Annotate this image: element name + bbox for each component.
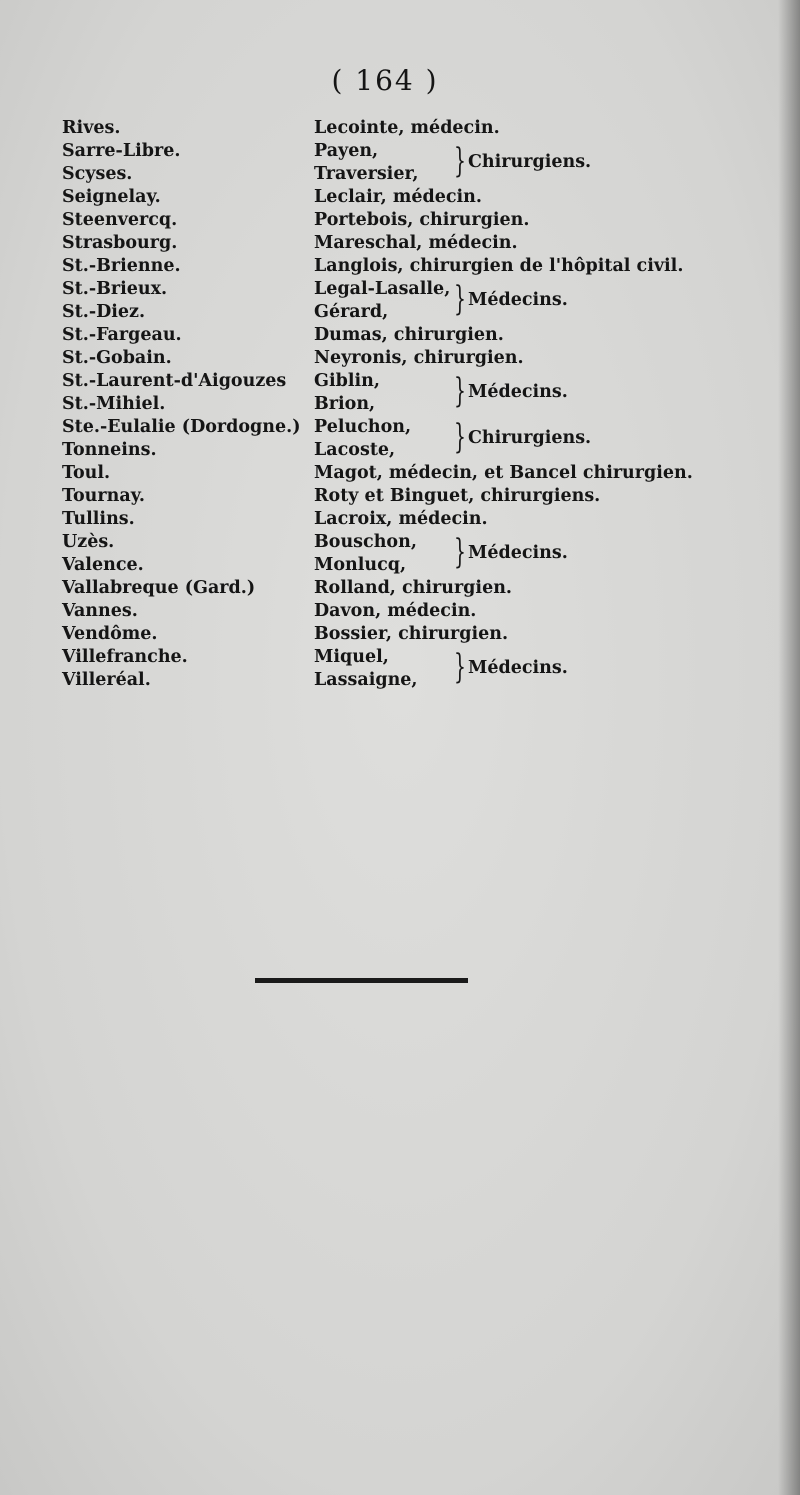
- place-name: St.-Fargeau.: [62, 325, 182, 345]
- group-label: Médecins.: [468, 290, 568, 310]
- list-item: [62, 393, 762, 416]
- place-name: St.-Brieux.: [62, 279, 168, 299]
- group-label: Médecins.: [468, 543, 568, 563]
- practitioner: Portebois, chirurgien.: [314, 210, 530, 230]
- place-name: Uzès.: [62, 532, 115, 552]
- place-name: Valence.: [62, 555, 144, 575]
- practitioner: Davon, médecin.: [314, 601, 477, 621]
- brace-icon: }: [454, 417, 466, 457]
- group-label: Médecins.: [468, 382, 568, 402]
- place-name: Tonneins.: [62, 440, 157, 460]
- practitioner: Neyronis, chirurgien.: [314, 348, 524, 368]
- entry-list: [62, 117, 762, 692]
- place-name: Rives.: [62, 118, 121, 138]
- brace-icon: }: [454, 371, 466, 411]
- practitioner: Lacoste,: [314, 440, 396, 460]
- practitioner: Rolland, chirurgien.: [314, 578, 513, 598]
- practitioner: Traversier,: [314, 164, 419, 184]
- place-name: St.-Mihiel.: [62, 394, 166, 414]
- practitioner: Mareschal, médecin.: [314, 233, 518, 253]
- place-name: Vendôme.: [62, 624, 158, 644]
- practitioner: Legal-Lasalle,: [314, 279, 451, 299]
- list-item: [62, 209, 762, 232]
- list-item: [62, 163, 762, 186]
- practitioner: Dumas, chirurgien.: [314, 325, 504, 345]
- practitioner: Monlucq,: [314, 555, 407, 575]
- place-name: Sarre-Libre.: [62, 141, 181, 161]
- group-label: Chirurgiens.: [468, 152, 592, 172]
- group-label: Chirurgiens.: [468, 428, 592, 448]
- page-edge-shadow: [778, 0, 800, 1495]
- group-label: Médecins.: [468, 658, 568, 678]
- list-item: [62, 439, 762, 462]
- practitioner: Giblin,: [314, 371, 380, 391]
- practitioner: Bouschon,: [314, 532, 417, 552]
- list-item: [62, 485, 762, 508]
- list-item: [62, 669, 762, 692]
- list-item: [62, 301, 762, 324]
- list-item: [62, 232, 762, 255]
- place-name: Vannes.: [62, 601, 138, 621]
- place-name: Villefranche.: [62, 647, 188, 667]
- place-name: Tullins.: [62, 509, 135, 529]
- list-item: [62, 623, 762, 646]
- place-name: Strasbourg.: [62, 233, 178, 253]
- practitioner: Magot, médecin, et Bancel chirurgien.: [314, 463, 693, 483]
- practitioner: Peluchon,: [314, 417, 412, 437]
- list-item: [62, 347, 762, 370]
- list-item: [62, 117, 762, 140]
- list-item: [62, 508, 762, 531]
- practitioner: Miquel,: [314, 647, 389, 667]
- practitioner: Lacroix, médecin.: [314, 509, 488, 529]
- practitioner: Leclair, médecin.: [314, 187, 483, 207]
- place-name: Tournay.: [62, 486, 145, 506]
- place-name: Scyses.: [62, 164, 133, 184]
- brace-icon: }: [454, 279, 466, 319]
- page-number: ( 164 ): [331, 64, 439, 97]
- place-name: Vallabreque (Gard.): [62, 578, 256, 598]
- practitioner: Lecointe, médecin.: [314, 118, 500, 138]
- brace-icon: }: [454, 141, 466, 181]
- list-item: [62, 577, 762, 600]
- closing-rule: [255, 978, 468, 983]
- brace-icon: }: [454, 647, 466, 687]
- practitioner: Bossier, chirurgien.: [314, 624, 509, 644]
- practitioner: Langlois, chirurgien de l'hôpital civil.: [314, 256, 684, 276]
- list-item: [62, 600, 762, 623]
- list-item: [62, 462, 762, 485]
- practitioner: Brion,: [314, 394, 376, 414]
- practitioner: Lassaigne,: [314, 670, 418, 690]
- place-name: St.-Diez.: [62, 302, 146, 322]
- list-item: [62, 554, 762, 577]
- list-item: [62, 186, 762, 209]
- place-name: Seignelay.: [62, 187, 161, 207]
- practitioner: Gérard,: [314, 302, 389, 322]
- place-name: St.-Laurent-d'Aigouzes: [62, 371, 287, 391]
- brace-icon: }: [454, 532, 466, 572]
- place-name: St.-Gobain.: [62, 348, 172, 368]
- place-name: Ste.-Eulalie (Dordogne.): [62, 417, 301, 437]
- practitioner: Payen,: [314, 141, 379, 161]
- place-name: Villeréal.: [62, 670, 151, 690]
- list-item: [62, 255, 762, 278]
- place-name: Toul.: [62, 463, 111, 483]
- place-name: St.-Brienne.: [62, 256, 181, 276]
- place-name: Steenvercq.: [62, 210, 178, 230]
- practitioner: Roty et Binguet, chirurgiens.: [314, 486, 601, 506]
- list-item: [62, 324, 762, 347]
